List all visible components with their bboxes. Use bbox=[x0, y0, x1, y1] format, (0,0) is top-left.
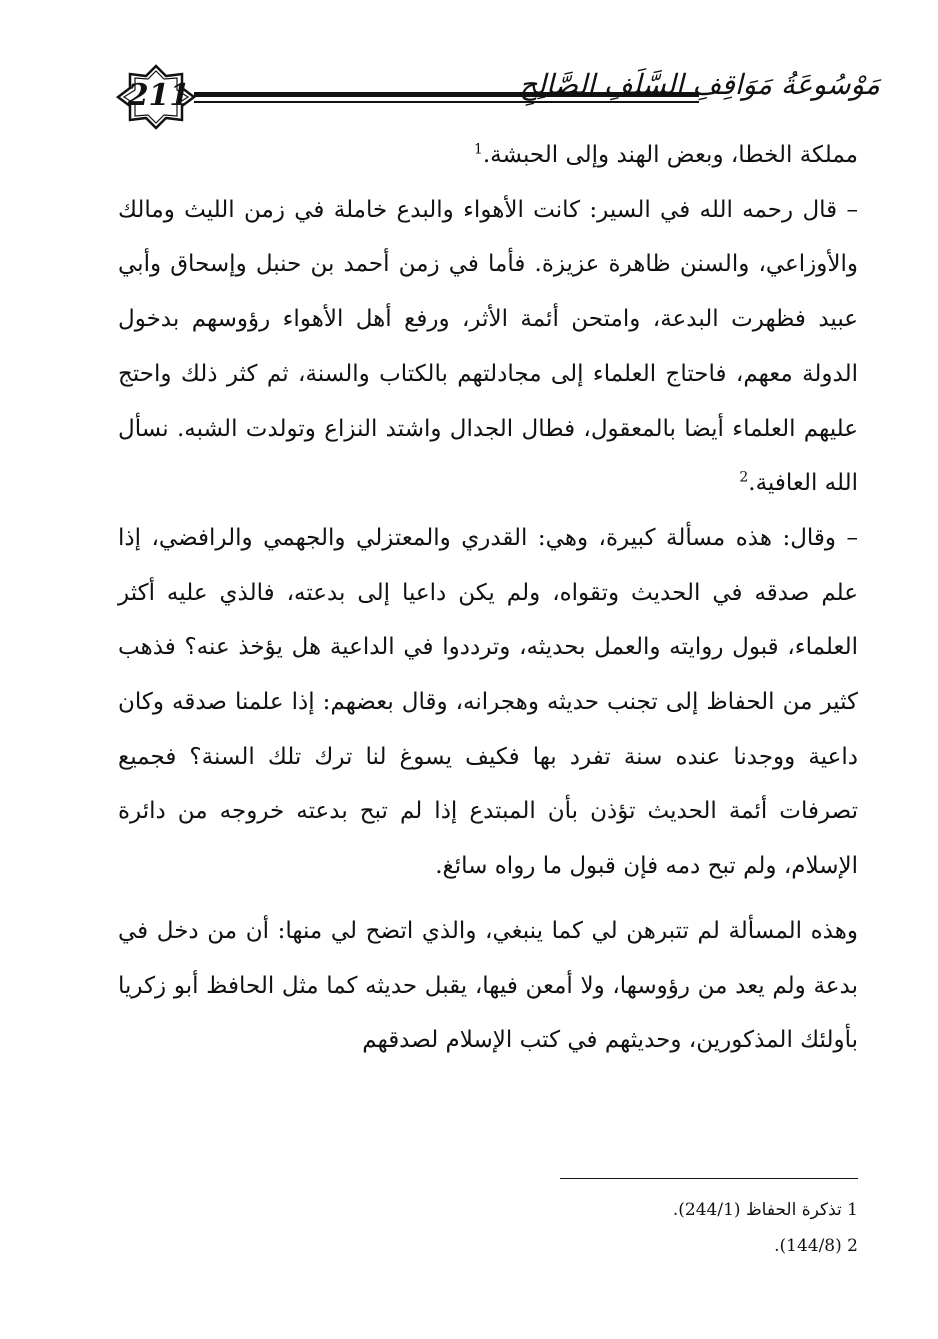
footnote-number: 2 bbox=[847, 1236, 858, 1256]
footnote-separator bbox=[560, 1178, 858, 1179]
footnote-2 bbox=[540, 1228, 858, 1264]
footnotes bbox=[540, 1192, 858, 1264]
paragraph-2-text: – قال رحمه الله في السير: كانت الأهواء والبدع خاملة في زمن الليث ومالك والأوزاعي، والسنن ظاهرة عزيزة. فأما في زمن أحمد بن حنبل وإسحاق وأبي عبيد فظهرت البدعة، وامتحن أئمة الأثر، ورفع أهل الأهواء رؤوسهم بدخول الدولة معهم، فاحتاج العلماء إلى مجادلتهم بالكتاب والسنة، ثم كثر ذلك واحتج عليهم العلماء أيضا بالمعقول، فطال الجدال واشتد النزاع وتولدت الشبه. نسأل الله العافية. bbox=[118, 196, 858, 497]
footnote-text: تذكرة الحفاظ (244/1). bbox=[672, 1200, 842, 1220]
paragraph-4-text: وهذه المسألة لم تتبرهن لي كما ينبغي، والذي اتضح لي منها: أن من دخل في بدعة ولم يعد من رؤوسها، ولا أمعن فيها، يقبل حديثه كما مثل الحافظ أبو زكريا بأولئك المذكورين، وحديثهم في كتب الإسلام لصدقهم bbox=[118, 917, 858, 1054]
paragraph-1 bbox=[118, 128, 858, 183]
footnote-ref-1: 1 bbox=[473, 141, 483, 158]
paragraph-2 bbox=[118, 183, 858, 511]
paragraph-3-text: – وقال: هذه مسألة كبيرة، وهي: القدري والمعتزلي والجهمي والرافضي، إذا علم صدقه في الحديث وتقواه، ولم يكن داعيا إلى بدعته، فالذي عليه أكثر العلماء، قبول روايته والعمل بحديثه، وترددوا في الداعية هل يؤخذ عنه؟ فذهب كثير من الحفاظ إلى تجنب حديثه وهجرانه، وقال بعضهم: إذا علمنا صدقه وكان داعية ووجدنا عنده سنة تفرد بها فكيف يسوغ لنا ترك تلك السنة؟ فجميع تصرفات أئمة الحديث تؤذن بأن المبتدع إذا لم تبح بدعته خروجه من دائرة الإسلام، ولم تبح دمه فإن قبول ما رواه سائغ. bbox=[118, 524, 858, 880]
footnote-number: 1 bbox=[847, 1200, 858, 1220]
paragraph-4 bbox=[118, 904, 858, 1068]
page-header bbox=[110, 64, 880, 130]
paragraph-1-text: مملكة الخطا، وبعض الهند وإلى الحبشة. bbox=[482, 142, 858, 168]
footnote-ref-2: 2 bbox=[739, 469, 749, 486]
footnote-text: (144/8). bbox=[774, 1236, 842, 1256]
page-number-badge bbox=[116, 64, 192, 130]
paragraph-3 bbox=[118, 511, 858, 894]
header-rule-thin bbox=[194, 101, 699, 103]
book-title: مَوْسُوعَةُ مَوَاقِفِ السَّلَفِ الصَّالِحِ bbox=[519, 68, 880, 101]
footnote-1 bbox=[540, 1192, 858, 1228]
page-number: 211 bbox=[127, 78, 191, 113]
body-text bbox=[118, 128, 858, 1068]
